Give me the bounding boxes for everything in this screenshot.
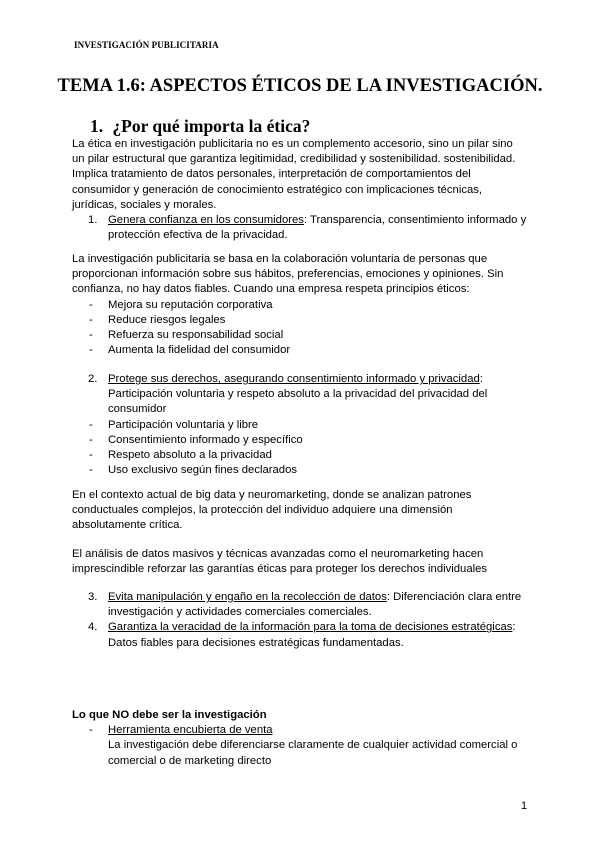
rights-list <box>72 418 528 479</box>
intro-block <box>72 137 528 243</box>
dash-marker: - <box>89 313 93 326</box>
document-title: TEMA 1.6: ASPECTOS ÉTICOS DE LA INVESTIGACIÓN. <box>57 76 543 96</box>
numbered-list-b <box>72 372 528 418</box>
section-heading-text: ¿Por qué importa la ética? <box>112 116 311 136</box>
section-heading <box>90 116 310 137</box>
item-text: : Datos fiables para decisiones estratégicas fundamentadas. <box>108 621 516 649</box>
list-item-text: Reduce riesgos legales <box>108 313 226 326</box>
item-text: : Diferenciación clara entre investigación y actividades comerciales comerciales. <box>108 591 522 619</box>
list-item-text: Uso exclusivo según fines declarados <box>108 464 298 477</box>
numbered-list-a <box>72 213 528 243</box>
running-head: INVESTIGACIÓN PUBLICITARIA <box>74 40 219 50</box>
item-title: Evita manipulación y engaño en la recolección de datos <box>108 591 387 603</box>
numbered-item <box>72 213 528 243</box>
items-block <box>72 590 528 651</box>
list-item <box>72 433 528 448</box>
list-item-text: Mejora su reputación corporativa <box>108 298 273 311</box>
list-item-title: Herramienta encubierta de venta <box>108 724 273 737</box>
list-item <box>72 418 528 433</box>
numbered-item <box>72 590 528 620</box>
item-marker: 3. <box>88 591 98 603</box>
dash-marker: - <box>89 433 93 446</box>
numbered-list-c <box>72 590 528 651</box>
list-item-text: Consentimiento informado y específico <box>108 433 303 446</box>
item-title: Genera confianza en los consumidores <box>108 214 304 227</box>
list-item-text: Participación voluntaria y libre <box>108 418 259 431</box>
rights-block <box>72 372 528 478</box>
item-marker: 2. <box>88 373 98 385</box>
item-marker: 1. <box>88 214 98 227</box>
list-item <box>72 723 528 769</box>
numbered-item <box>72 372 528 418</box>
trust-paragraph: La investigación publicitaria se basa en la colaboración voluntaria de personas que proporcionan información sobre sus hábitos, preferencias, emociones y opiniones. Sin confianza, no hay datos fiables. Cuando una empresa respeta principios éticos: <box>72 253 504 296</box>
list-item <box>72 448 528 463</box>
section-number: 1. <box>90 116 104 136</box>
benefits-list <box>72 298 528 359</box>
not-list <box>72 723 528 769</box>
dash-marker: - <box>89 724 93 737</box>
subsection-title: Lo que NO debe ser la investigación <box>72 709 267 721</box>
numbered-item <box>72 620 528 650</box>
dash-marker: - <box>89 464 93 477</box>
item-title: Protege sus derechos, asegurando consentimiento informado y privacidad <box>108 373 480 385</box>
list-item-text: Aumenta la fidelidad del consumidor <box>108 344 291 357</box>
dash-marker: - <box>89 329 93 342</box>
item-title: Garantiza la veracidad de la información para la toma de decisiones estratégicas <box>108 621 513 634</box>
list-item <box>72 313 528 328</box>
list-item-text: La investigación debe diferenciarse claramente de cualquier actividad comercial o comercial o de marketing directo <box>108 739 518 767</box>
dash-marker: - <box>89 418 93 431</box>
dash-marker: - <box>89 344 93 357</box>
list-item <box>72 343 528 358</box>
dash-marker: - <box>89 449 93 462</box>
analysis-paragraph: El análisis de datos masivos y técnicas avanzadas como el neuromarketing hacen imprescindible reforzar las garantías éticas para proteger los derechos individuales <box>72 548 488 576</box>
big-data-paragraph: En el contexto actual de big data y neuromarketing, donde se analizan patrones conductuales complejos, la protección del individuo adquiere una dimensión absolutamente crítica. <box>72 489 472 532</box>
item-text: : Participación voluntaria y respeto absoluto a la privacidad del privacidad del consumidor <box>108 373 488 416</box>
list-item <box>72 463 528 478</box>
not-section <box>72 708 528 769</box>
trust-block <box>72 252 528 358</box>
list-item-text: Refuerza su responsabilidad social <box>108 329 284 342</box>
list-item <box>72 328 528 343</box>
dash-marker: - <box>89 298 93 311</box>
item-text: : Transparencia, consentimiento informado y protección efectiva de la privacidad. <box>108 214 527 242</box>
item-marker: 4. <box>88 621 98 634</box>
page-number: 1 <box>521 800 528 812</box>
list-item-text: Respeto absoluto a la privacidad <box>108 449 272 462</box>
list-item <box>72 298 528 313</box>
intro-paragraph: La ética en investigación publicitaria no es un complemento accesorio, sino un pilar sino un pilar estructural que garantiza legitimidad, credibilidad y sostenibilidad. sostenibilidad. Implica tratamiento de datos personales, interpretación de comportamientos del consumidor y generación de conocimiento estratégico con implicaciones técnicas, jurídicas, sociales y morales. <box>72 138 516 211</box>
